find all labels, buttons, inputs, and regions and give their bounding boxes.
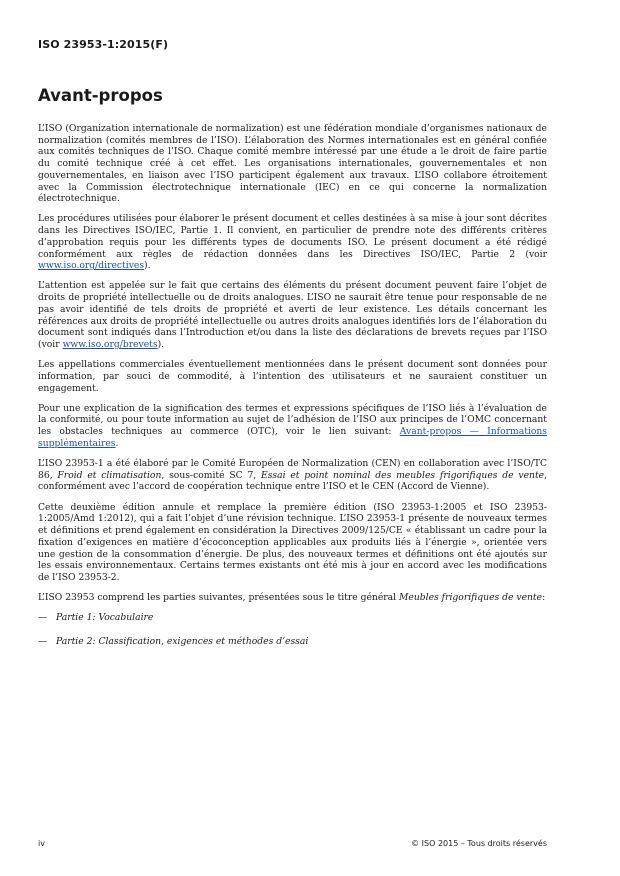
committee-title: Froid et climatisation <box>57 469 162 481</box>
document-id-header: ISO 23953-1:2015(F) <box>38 38 169 51</box>
subcommittee-title: Essai et point nominal des meubles frigorifiques de vente <box>261 469 545 481</box>
paragraph-patent-rights-text: L’attention est appelée sur le fait que certains des éléments du présent document peuvent faire l’objet de droits de propriété intellectuelle ou de droits analogues. L’ISO ne saurait être tenue pour responsable de ne pas avoir identifié de tels droits de propriété et averti de leur existence. Les détails concernant les références aux droits de propriété intellectuelle ou autres droits analogues identifiés lors de l’élaboration du document sont indiqués dans l’Introduction et/ou dans la liste des déclarations de brevets reçues par l’ISO (voir <box>38 280 547 350</box>
paragraph-procedures-text: Les procédures utilisées pour élaborer le présent document et celles destinées à sa mise à jour sont décrites dans les Directives ISO/IEC, Partie 1. Il convient, en particulier de prendre note des différents critères d’approbation requis pour les différents types de documents ISO. Le présent document a été rédigé conformément aux règles de rédaction données dans les Directives ISO/IEC, Partie 2 (voir <box>38 213 547 260</box>
paragraph-parts-intro <box>38 592 547 604</box>
list-dash: — <box>38 612 48 624</box>
foreword-body <box>38 123 547 660</box>
paragraph-patent-rights <box>38 280 547 350</box>
page-title: Avant-propos <box>38 86 163 105</box>
paragraph-trade-names: Les appellations commerciales éventuellement mentionnées dans le présent document sont données pour information, par souci de commodité, à l’intention des utilisateurs et ne sauraient constituer un engagement. <box>38 359 547 394</box>
list-item-part-1 <box>38 612 547 624</box>
paragraph-prepared-by <box>38 458 547 493</box>
directives-link[interactable]: www.iso.org/directives <box>38 260 145 272</box>
list-dash: — <box>38 636 48 648</box>
paragraph-edition: Cette deuxième édition annule et remplace la première édition (ISO 23953-1:2005 et ISO 23953-1:2005/Amd 1:2012), qui a fait l’objet d’une révision technique. L’ISO 23953-1 présente de nouveaux termes et définitions et prend également en considération la Directives 2009/125/CE « établissant un cadre pour la fixation d’exigences en matière d’écoconception applicables aux produits liés à l’énergie », orientée vers une gestion de la consommation d’énergie. De plus, des nouveaux termes et définitions ont été ajoutés sur les essais environnementaux. Certains termes existants ont été mis à jour en accord avec les modifications de l’ISO 23953-2. <box>38 501 547 583</box>
list-item-part-2 <box>38 636 547 648</box>
paragraph-iso-organization: L’ISO (Organization internationale de normalization) est une fédération mondiale d’organismes nationaux de normalization (comités membres de l’ISO). L’élaboration des Normes internationales est en général confiée aux comités techniques de l’ISO. Chaque comité membre intéressé par une étude a le droit de faire partie du comité technique créé à cet effet. Les organisations internationales, gouvernementales et non gouvernementales, en liaison avec l’ISO participent également aux travaux. L’ISO collabore étroitement avec la Commission électrotechnique internationale (IEC) en ce qui concerne la normalization électrotechnique. <box>38 123 547 205</box>
part-1-label: Partie 1: Vocabulaire <box>55 612 154 624</box>
paragraph-procedures <box>38 213 547 272</box>
paragraph-procedures-end: ). <box>144 260 151 272</box>
prepared-by-text-c: , conformément avec l’accord de coopération technique entre l’ISO et le CEN (Accord de Vienne). <box>38 469 547 493</box>
page-number: iv <box>38 839 45 848</box>
paragraph-patent-rights-end: ). <box>157 338 165 350</box>
general-title: Meubles frigorifiques de vente <box>399 592 543 604</box>
parts-intro-text: L’ISO 23953 comprend les parties suivantes, présentées sous le titre général <box>38 592 400 604</box>
patents-link[interactable]: www.iso.org/brevets <box>62 338 158 350</box>
paragraph-conformity <box>38 403 547 450</box>
prepared-by-text-a: L’ISO 23953-1 a été élaboré par le Comité Européen de Normalization (CEN) en collaboration avec l’ISO/TC 86, <box>38 458 547 481</box>
part-2-label: Partie 2: Classification, exigences et méthodes d’essai <box>55 636 309 648</box>
prepared-by-text-b: , sous-comité SC 7, <box>161 469 262 481</box>
supplementary-info-link[interactable]: Avant-propos — Informations supplémentaires <box>38 426 547 449</box>
paragraph-conformity-end: . <box>115 437 119 449</box>
copyright-notice: © ISO 2015 – Tous droits réservés <box>411 839 547 848</box>
paragraph-conformity-text: Pour une explication de la signification des termes et expressions spécifiques de l’ISO liés à l’évaluation de la conformité, ou pour toute information au sujet de l’adhésion de l’ISO aux principes de l’OMC concernant les obstacles techniques au commerce (OTC), voir le lien suivant: <box>38 402 547 438</box>
parts-intro-end: : <box>542 592 546 604</box>
